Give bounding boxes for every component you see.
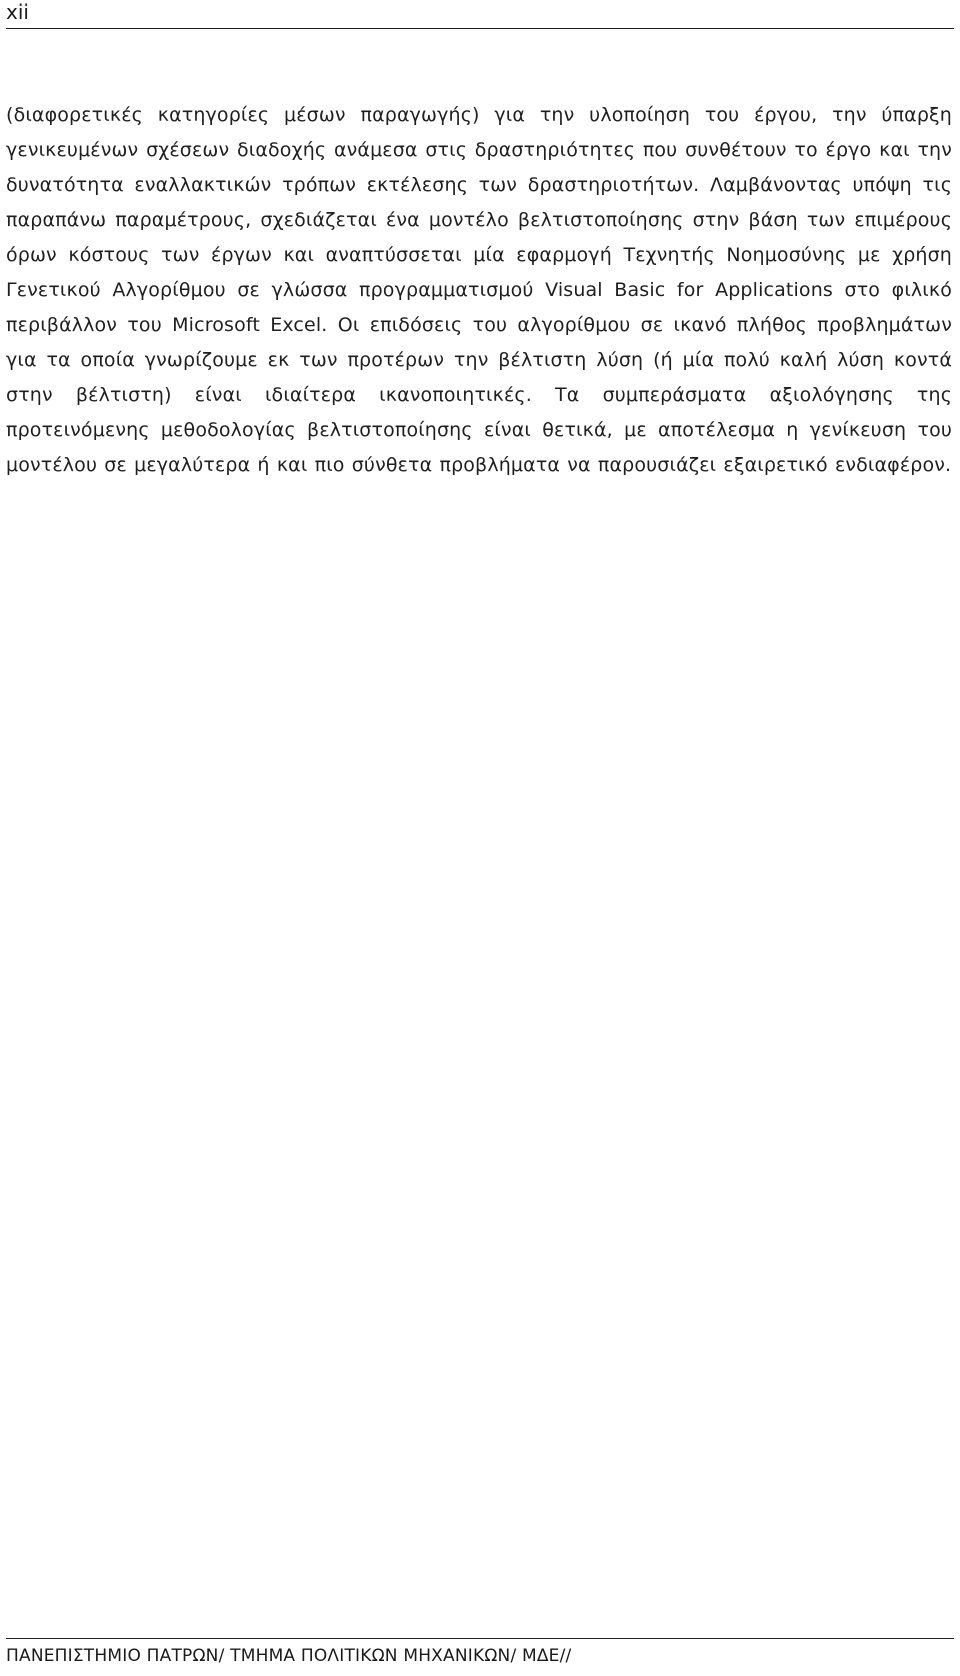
footer-text: ΠΑΝΕΠΙΣΤΗΜΙΟ ΠΑΤΡΩΝ/ ΤΜΗΜΑ ΠΟΛΙΤΙΚΩΝ ΜΗΧΑΝΙΚΩΝ/ ΜΔΕ// [6, 1646, 572, 1666]
body-paragraph: (διαφορετικές κατηγορίες μέσων παραγωγής) για την υλοποίηση του έργου, την ύπαρξη γενικευμένων σχέσεων διαδοχής ανάμεσα στις δραστηριότητες που συνθέτουν το έργο και την δυνατότητα εναλλακτικών τρόπων εκτέλεσης των δραστηριοτήτων. Λαμβάνοντας υπόψη τις παραπάνω παραμέτρους, σχεδιάζεται ένα μοντέλο βελτιστοποίησης στην βάση των επιμέρους όρων κόστους των έργων και αναπτύσσεται μία εφαρμογή Τεχνητής Νοημοσύνης με χρήση Γενετικού Αλγορίθμου σε γλώσσα προγραμματισμού Visual Basic for Applications στο φιλικό περιβάλλον του Microsoft Excel. Οι επιδόσεις του αλγορίθμου σε ικανό πλήθος προβλημάτων για τα οποία γνωρίζουμε εκ των προτέρων την βέλτιστη λύση (ή μία πολύ καλή λύση κοντά στην βέλτιστη) είναι ιδιαίτερα ικανοποιητικές. Τα συμπεράσματα αξιολόγησης της προτεινόμενης μεθοδολογίας βελτιστοποίησης είναι θετικά, με αποτέλεσμα η γενίκευση του μοντέλου σε μεγαλύτερα ή και πιο σύνθετα προβλήματα να παρουσιάζει εξαιρετικό ενδιαφέρον. [6, 104, 952, 476]
page-number: xii [6, 0, 29, 24]
page-header [6, 0, 954, 29]
page-footer [6, 1638, 954, 1667]
